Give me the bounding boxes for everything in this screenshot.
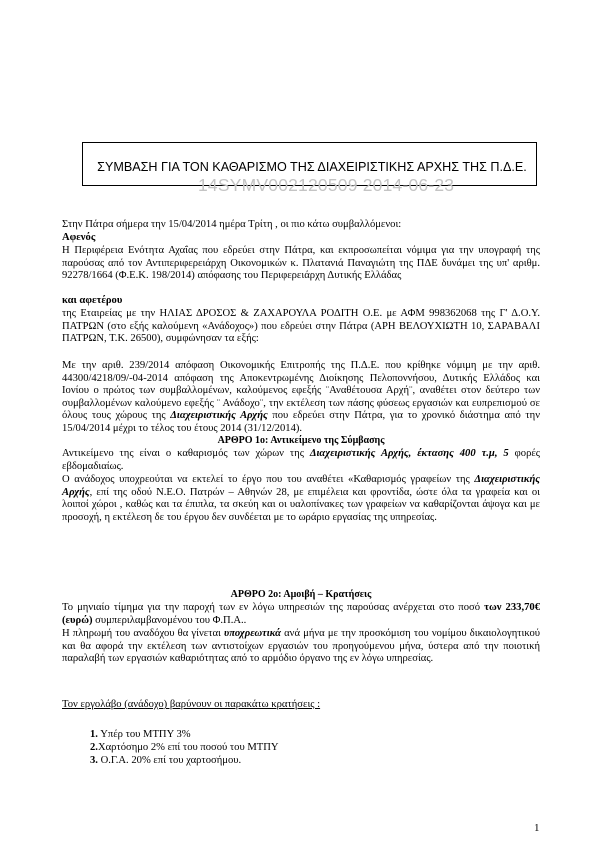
art1-text-a: Αντικείμενο της είναι ο καθαρισμός των χώρων της <box>62 448 310 459</box>
art2-text-a: Το μηνιαίο τίμημα για την παροχή των εν λόγω υπηρεσιών της παρούσας ανέρχεται στο ποσό <box>62 602 485 613</box>
article-1-paragraph-a <box>62 448 540 473</box>
party-b-label: και αφετέρου <box>62 295 123 306</box>
page-number: 1 <box>534 822 540 834</box>
para1-text-a: Με την αριθ. 239/2014 απόφαση Οικονομικής Επιτροπής της Π.Δ.Ε. που κρίθηκε νόμιμη με την αριθ. 44300/4218/09/-04-2014 απόφαση της Αποκεντρωμένης Διοίκησης Πελοποννήσου, Δυτικής Ελλάδος και Ιονίου ο πρώτος των συμβαλλομένων, καλούμενος εφεξής ¨Αναθέτουσα Αρχή¨, αναθέτει στον δεύτερο των συμβαλλομένων καλούμενο εφεξής ¨ Ανάδοχο¨, την εκτέλεση των πάσης φύσεως εργασιών και ευπρεπισμού σε όλους τους χώρους της <box>62 360 540 422</box>
deduction-item-1 <box>90 729 191 742</box>
para1-text-b: που εδρεύει στην Πάτρα, για το χρονικό διάστημα από την 15/04/2014 μέχρι το τέλος του έτους 2014 (31/12/2014). <box>62 410 540 434</box>
deduction-number: 2. <box>90 742 98 753</box>
deduction-item-2 <box>90 742 279 755</box>
intro-paragraph: Στην Πάτρα σήμερα την 15/04/2014 ημέρα Τρίτη , οι πιο κάτω συμβαλλόμενοι: <box>62 219 402 230</box>
deduction-text: Υπέρ του ΜΤΠΥ 3% <box>97 729 191 740</box>
article-2-paragraph-b <box>62 628 540 666</box>
art2-text-d: ανά μήνα με την προσκόμιση του νομίμου δικαιολογητικού και θα αφορά την εκτέλεση των αντιστοίχων εργασιών του προηγούμενου μήνα, ύστερα από την ποιοτική παραλαβή των εργασιών καθαριότητας από το αρμόδιο όργανο της εν λόγω υπηρεσίας. <box>62 628 540 665</box>
art1-text-b: φορές εβδομαδιαίως. <box>62 448 540 472</box>
deduction-item-3 <box>90 755 241 768</box>
paragraph-1 <box>62 360 540 436</box>
registry-stamp: 14SYMV002120509 2014-06-23 <box>198 175 455 195</box>
art2-bold-1: των 233,70€(ευρώ) <box>62 602 540 626</box>
deduction-text: Χαρτόσημο 2% επί του ποσού του ΜΤΠΥ <box>97 742 279 753</box>
para1-bold: Διαχειριστικής Αρχής <box>170 410 268 422</box>
art2-text-c: Η πληρωμή του αναδόχου θα γίνεται <box>62 628 225 639</box>
article-1-paragraph-b <box>62 474 540 524</box>
art2-text-b: συμπεριλαμβανομένου του Φ.Π.Α.. <box>92 614 247 626</box>
party-b-text: της Εταιρείας με την ΗΛΙΑΣ ΔΡΟΣΟΣ & ΖΑΧΑΡΟΥΛΑ ΡΟΔΙΤΗ Ο.Ε. με ΑΦΜ 998362068 της Γ' Δ.Ο.Υ. ΠΑΤΡΩΝ (στο εξής καλούμενη «Ανάδοχος») που εδρεύει στην Πάτρα (ΑΡΗ ΒΕΛΟΥΧΙΩΤΗ 10, ΣΑΡΑΒΑΛΙ ΠΑΤΡΩΝ, Τ.Κ. 26500), συμφώνησαν τα εξής: <box>62 308 540 345</box>
art2-bold-2: υποχρεωτικά <box>224 628 281 639</box>
deduction-text: Ο.Γ.Α. 20% επί του χαρτοσήμου. <box>97 755 242 766</box>
document-title: ΣΥΜΒΑΣΗ ΓΙΑ ΤΟΝ ΚΑΘΑΡΙΣΜΟ ΤΗΣ ΔΙΑΧΕΙΡΙΣΤΙΚΗΣ ΑΡΧΗΣ ΤΗΣ Π.Δ.Ε. <box>97 160 527 174</box>
deduction-number: 1. <box>90 729 98 740</box>
art1-bold-1: Διαχειριστικής Αρχής, έκτασης 400 τ.μ, 5 <box>309 448 509 459</box>
party-a-label: Αφενός <box>62 232 96 243</box>
party-a-text: Η Περιφέρεια Ενότητα Αχαΐας που εδρεύει στην Πάτρα, και εκπροσωπείται νόμιμα για την υπογραφή της παρούσας από τον Αντιπεριφερειάρχη Οικονομικών κ. Πλατανιά Παναγιώτη της ΠΔΕ δυνάμει της υπ' αριθμ. 92278/1664 (Φ.Ε.Κ. 198/2014) απόφασης του Περιφερειάρχη Δυτικής Ελλάδας <box>62 245 540 282</box>
art1-bold-2: Διαχειριστικής Αρχής <box>62 474 540 498</box>
art1-text-d: , επί της οδού Ν.Ε.Ο. Πατρών – Αθηνών 28, με επιμέλεια και φροντίδα, ώστε όλα τα γραφεία και οι λοιποί χώροι , καθώς και τα έπιπλα, τα σκεύη και οι υαλοπίνακες των γραφείων να καθαρίζονται άψογα και με προσοχή, η εκτέλεση δε του έργου δεν συνδέεται με το ωράριο εργασίας της υπηρεσίας. <box>62 486 540 523</box>
deduction-number: 3. <box>90 755 98 766</box>
article-1-heading: ΑΡΘΡΟ 1ο: Αντικείμενο της Σύμβασης <box>217 435 385 446</box>
art1-text-c: Ο ανάδοχος υποχρεούται να εκτελεί το έργο που του αναθέτει «Καθαρισμός γραφείων της <box>62 474 475 485</box>
article-2-paragraph-a <box>62 602 540 627</box>
article-2-heading: ΑΡΘΡΟ 2ο: Αμοιβή – Κρατήσεις <box>230 589 372 600</box>
deductions-heading: Τον εργολάβο (ανάδοχο) βαρύνουν οι παρακάτω κρατήσεις : <box>62 699 321 710</box>
